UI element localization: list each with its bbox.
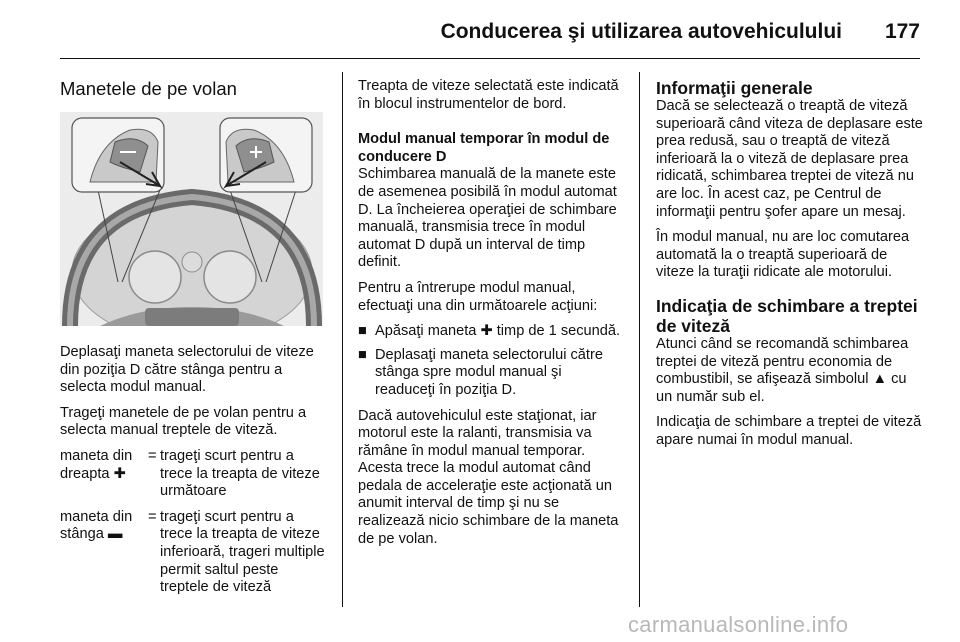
minus-icon: ▬ — [107, 526, 123, 543]
paragraph-selector-lever: Deplasaţi maneta selectorului de viteze din poziţia D către stânga pentru a selecta modul manual. — [60, 344, 314, 396]
definition-left-paddle — [60, 509, 328, 597]
bullet-square-icon: ■ — [358, 323, 367, 340]
action-list — [358, 323, 624, 399]
chapter-title: Conducerea şi utilizarea autovehiculului — [440, 20, 842, 43]
heading-shift-indicator: Indicaţia de schimbare a treptei de viteză — [656, 295, 918, 336]
header-divider — [60, 58, 920, 59]
paragraph-paddles: Trageţi manetele de pe volan pentru a selecta manual treptele de viteză. — [60, 404, 307, 439]
column-1 — [60, 78, 328, 605]
paragraph-no-auto-upshift: În modul manual, nu are loc comutarea automată la o treaptă superioară de viteze la turaţii ridicate ale motorului. — [656, 229, 910, 281]
paragraph-manual-only: Indicaţia de schimbare a treptei de viteză apare numai în modul manual. — [656, 414, 922, 448]
column-divider-2 — [639, 72, 640, 607]
paragraph-manual-in-auto: Schimbarea manuală de la manete este de asemenea posibilă în modul automat D. La încheierea operaţiei de schimbare manuală, transmisia trece în modul automat D după un interval de timp definit. — [358, 166, 617, 271]
page-number: 177 — [884, 20, 920, 43]
definition-desc: trageţi scurt pentru a trece la treapta de viteze următoare — [160, 447, 320, 500]
paragraph-general-info: Dacă se selectează o treaptă de viteză superioară când viteza de deplasare este prea redusă, sau o treaptă de viteză inferioară la o viteză de deplasare prea ridicată, schimbarea treptei de viteză nu are loc. În acest caz, pe Centrul de informaţii pentru şofer apare un mesaj. — [656, 98, 923, 220]
equals-sign: = — [148, 447, 157, 464]
definition-desc: trageţi scurt pentru a trece la treapta de viteze inferioară, trageri multiple permit saltul peste treptele de viteză — [160, 508, 325, 596]
subheading-temporary-manual: Modul manual temporar în modul de conducere D — [358, 131, 610, 165]
column-2 — [358, 78, 624, 556]
watermark: carmanualsonline.info — [628, 612, 849, 637]
paragraph-idle: Dacă autovehiculul este staţionat, iar motorul este la ralanti, transmisia va rămâne în modul manual temporar. Acesta trece la modul automat când pedala de acceleraţie este acţionată un anumit interval de timp şi nu se realizează nicio schimbare de la maneta de pe volan. — [358, 407, 619, 547]
definition-term: maneta din stânga — [60, 508, 133, 543]
paragraph-gear-indication: Treapta de viteze selectată este indicată în blocul instrumentelor de bord. — [358, 78, 619, 112]
column-3 — [656, 78, 924, 458]
definition-term: maneta din dreapta — [60, 447, 133, 482]
equals-sign: = — [148, 508, 157, 525]
list-item: ■ Apăsaţi maneta ✚ timp de 1 secundă. — [358, 323, 621, 340]
column-divider-1 — [342, 72, 343, 607]
section-title: Manetele de pe volan — [60, 78, 237, 99]
plus-icon: ✚ — [113, 465, 126, 482]
definition-right-paddle — [60, 448, 328, 501]
paragraph-shift-recommendation: Atunci când se recomandă schimbarea treptei de viteză pentru economia de combustibil, se afişează simbolul ▲ cu un număr sub el. — [656, 335, 909, 405]
steering-wheel-paddles-illustration — [60, 112, 323, 326]
bullet-square-icon: ■ — [358, 346, 367, 363]
paragraph-interrupt: Pentru a întrerupe modul manual, efectuaţi una din următoarele acţiuni: — [358, 279, 598, 314]
heading-general-info: Informaţii generale — [656, 78, 813, 98]
list-item: ■ Deplasaţi maneta selectorului către stânga spre modul manual şi readuceţi în poziţia D. — [358, 346, 603, 398]
steering-wheel-illustration — [60, 112, 323, 326]
page-header — [60, 18, 920, 46]
